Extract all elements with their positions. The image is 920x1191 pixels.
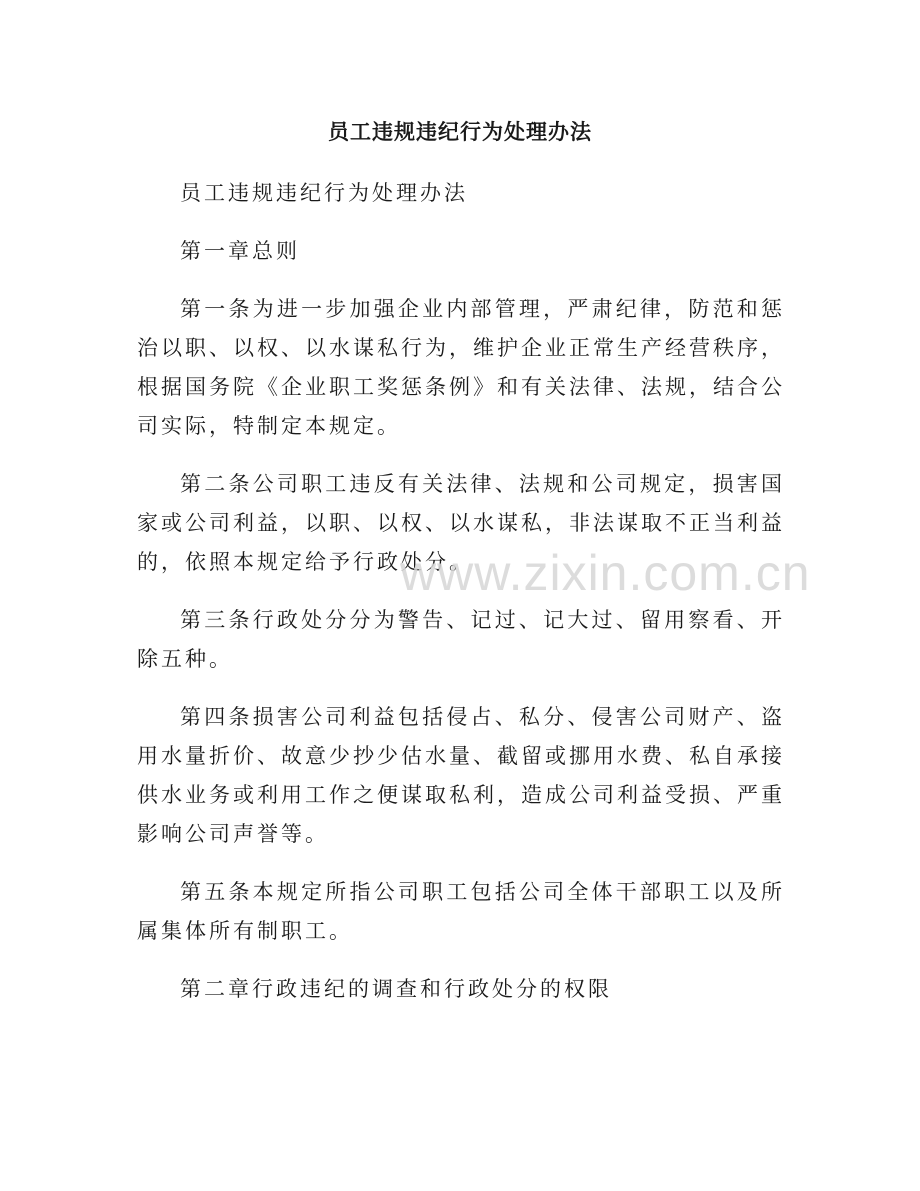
paragraph-chapter-2-heading: 第二章行政违纪的调查和行政处分的权限	[180, 977, 613, 1001]
paragraph-article-2: 第二条公司职工违反有关法律、法规和公司规定，损害国家或公司利益，以职、以权、以水谋私，非法谋取不正当利益的，依照本规定给予行政处分。	[137, 472, 785, 574]
paragraph-article-5: 第五条本规定所指公司职工包括公司全体干部职工以及所属集体所有制职工。	[137, 880, 785, 943]
document-title: 员工违规违纪行为处理办法	[328, 119, 592, 144]
paragraph-article-4: 第四条损害公司利益包括侵占、私分、侵害公司财产、盗用水量折价、故意少抄少估水量、截留或挪用水费、私自承接供水业务或利用工作之便谋取私利，造成公司利益受损、严重影响公司声誉等。	[137, 705, 785, 846]
paragraph-chapter-1-heading: 第一章总则	[180, 239, 301, 263]
paragraph-subtitle: 员工违规违纪行为处理办法	[180, 181, 469, 205]
paragraph-article-3: 第三条行政处分分为警告、记过、记大过、留用察看、开除五种。	[137, 608, 785, 671]
site-watermark: www.zixin.com.cn	[400, 545, 811, 601]
document-body	[137, 174, 785, 1028]
paragraph-article-1: 第一条为进一步加强企业内部管理，严肃纪律，防范和惩治以职、以权、以水谋私行为，维护企业正常生产经营秩序，根据国务院《企业职工奖惩条例》和有关法律、法规，结合公司实际，特制定本规定。	[137, 297, 785, 438]
